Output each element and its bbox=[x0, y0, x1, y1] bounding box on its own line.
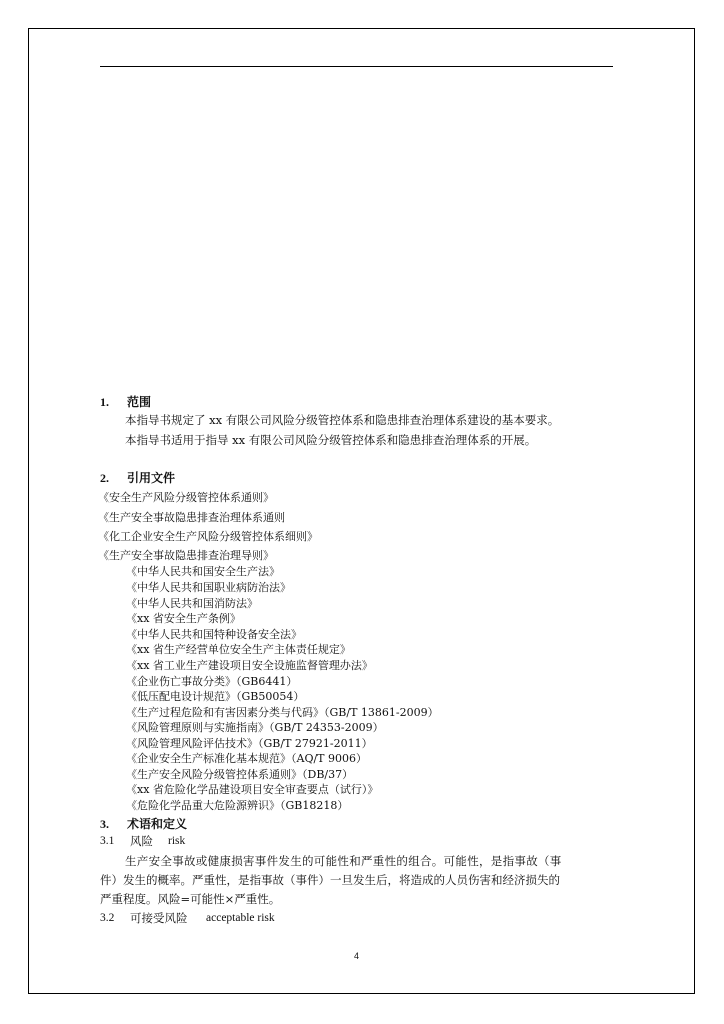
reference-item: 《xx 省危险化学品建设项目安全审查要点（试行）》 bbox=[126, 783, 379, 796]
reference-item: 《低压配电设计规范》（GB50054） bbox=[126, 690, 305, 703]
reference-item: 《企业安全生产标准化基本规范》（AQ/T 9006） bbox=[126, 752, 367, 765]
section-1-title: 范围 bbox=[127, 395, 152, 409]
reference-item: 《中华人民共和国特种设备安全法》 bbox=[126, 628, 302, 641]
reference-item: 《生产过程危险和有害因素分类与代码》（GB/T 13861-2009） bbox=[126, 706, 439, 719]
reference-item: 《生产安全风险分级管控体系通则》（DB/37） bbox=[126, 768, 354, 781]
section-1-paragraph: 本指导书规定了 xx 有限公司风险分级管控体系和隐患排查治理体系建设的基本要求。 bbox=[125, 413, 560, 427]
reference-item: 《中华人民共和国职业病防治法》 bbox=[126, 581, 291, 594]
section-2-number: 2. bbox=[100, 471, 109, 485]
reference-item: 《生产安全事故隐患排查治理导则》 bbox=[98, 549, 274, 562]
reference-item: 《xx 省生产经营单位安全生产主体责任规定》 bbox=[126, 643, 351, 656]
reference-item: 《中华人民共和国安全生产法》 bbox=[126, 565, 280, 578]
term-zh: 风险 bbox=[130, 834, 153, 848]
section-3-title: 术语和定义 bbox=[127, 817, 188, 831]
header-rule bbox=[100, 66, 613, 67]
reference-item: 《危险化学品重大危险源辨识》（GB18218） bbox=[126, 799, 349, 812]
term-en: acceptable risk bbox=[206, 912, 275, 924]
subsection-3-1-number: 3.1 bbox=[100, 835, 115, 847]
definition-line: 严重程度。风险=可能性×严重性。 bbox=[100, 892, 281, 906]
section-1-paragraph: 本指导书适用于指导 xx 有限公司风险分级管控体系和隐患排查治理体系的开展。 bbox=[125, 433, 537, 447]
reference-item: 《生产安全事故隐患排查治理体系通则 bbox=[98, 511, 285, 524]
reference-item: 《化工企业安全生产风险分级管控体系细则》 bbox=[98, 530, 318, 543]
definition-line: 件）发生的概率。严重性，是指事故（事件）一旦发生后，将造成的人员伤害和经济损失的 bbox=[100, 873, 560, 887]
reference-item: 《风险管理风险评估技术》（GB/T 27921-2011） bbox=[126, 737, 373, 750]
reference-item: 《xx 省安全生产条例》 bbox=[126, 612, 241, 625]
reference-item: 《企业伤亡事故分类》（GB6441） bbox=[126, 675, 298, 688]
reference-item: 《中华人民共和国消防法》 bbox=[126, 597, 258, 610]
section-2-title: 引用文件 bbox=[127, 471, 176, 485]
subsection-3-2-number: 3.2 bbox=[100, 912, 115, 924]
term-zh: 可接受风险 bbox=[130, 911, 188, 925]
section-1-number: 1. bbox=[100, 395, 109, 409]
reference-item: 《风险管理原则与实施指南》（GB/T 24353-2009） bbox=[126, 721, 384, 734]
definition-line: 生产安全事故或健康损害事件发生的可能性和严重性的组合。可能性，是指事故（事 bbox=[125, 854, 562, 868]
page-number: 4 bbox=[354, 951, 360, 961]
section-3-number: 3. bbox=[100, 817, 109, 831]
term-en: risk bbox=[168, 835, 186, 847]
reference-item: 《xx 省工业生产建设项目安全设施监督管理办法》 bbox=[126, 659, 373, 672]
reference-item: 《安全生产风险分级管控体系通则》 bbox=[98, 491, 274, 504]
